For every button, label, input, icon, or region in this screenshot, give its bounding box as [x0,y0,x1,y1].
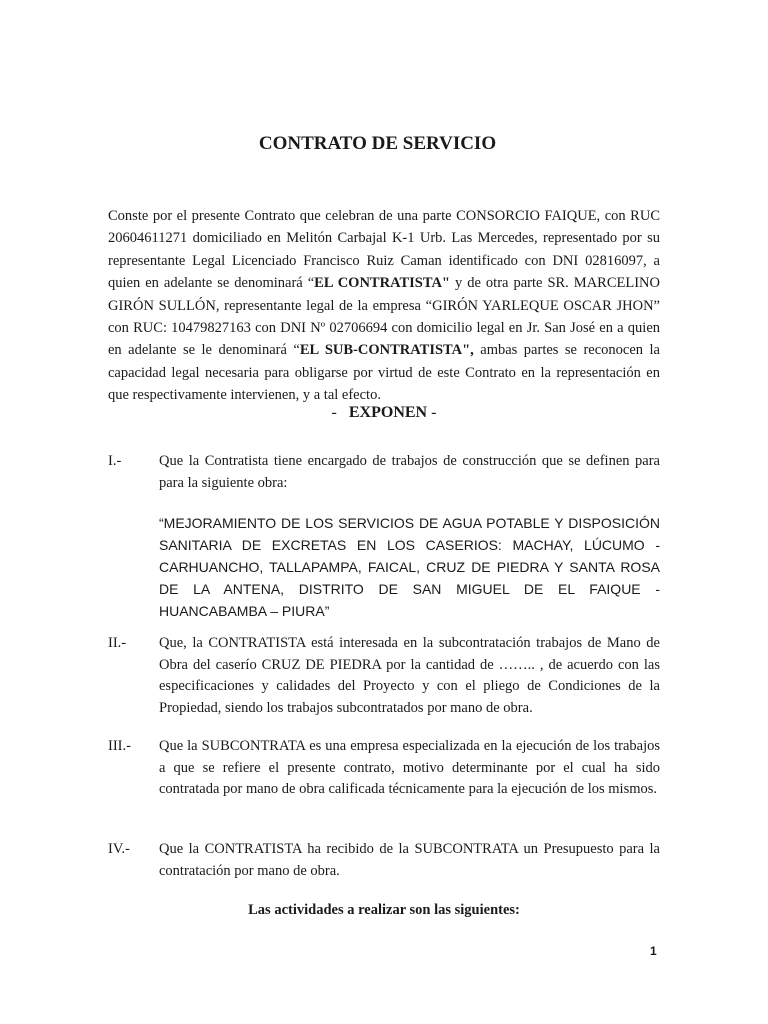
intro-paragraph [108,205,660,407]
clause-number: I.- [108,453,122,469]
intro-text: y de otra parte SR. MARCELINO GIRÓN SULLÓN, representante legal de la empresa “GIRÓN YARLEQUE OSCAR JHON” con RUC: 10479827163 con DNI Nº 02706694 con domicilio legal en Jr. San José en a quien en adelante se le denominará “ [108,275,660,359]
heading-label: EXPONEN [348,404,428,421]
clause-item [108,736,660,801]
clause-text: Que la CONTRATISTA ha recibido de la SUBCONTRATA un Presupuesto para la contratación por mano de obra. [159,841,660,879]
clause-item [108,839,660,882]
clause-text: Que la SUBCONTRATA es una empresa especializada en la ejecución de los trabajos a que se refiere el presente contrato, motivo determinante por el cual ha sido contratada por mano de obra calificada técnicamente para la ejecución de los mismos. [159,738,660,797]
page-number: 1 [650,944,657,958]
clause-number: II.- [108,635,127,651]
subcontractor-term: EL SUB-CONTRATISTA", [299,342,474,359]
activities-heading: Las actividades a realizar son las siguientes: [248,902,520,918]
clause-item [108,451,660,494]
clause-text: Que, la CONTRATISTA está interesada en la subcontratación trabajos de Mano de Obra del caserío CRUZ DE PIEDRA por la cantidad de …….. , de acuerdo con las especificaciones y calidades del Proyecto y con el pliego de Condiciones de la Propiedad, siendo los trabajos subcontratados por mano de obra. [159,635,660,716]
project-name: “MEJORAMIENTO DE LOS SERVICIOS DE AGUA POTABLE Y DISPOSICIÓN SANITARIA DE EXCRETAS EN LOS CASERIOS: MACHAY, LÚCUMO - CARHUANCHO, TALLAPAMPA, FAICAL, CRUZ DE PIEDRA Y SANTA ROSA DE LA ANTENA, DISTRITO DE SAN MIGUEL DE EL FAIQUE - HUANCABAMBA – PIURA” [159,515,660,619]
intro-text: Conste por el presente Contrato que celebran de una parte CONSORCIO FAIQUE, con RUC 20604611271 domiciliado en Melitón Carbajal K-1 Urb. Las Mercedes, representado por su representante Legal Licenciado Francisco Ruiz Caman identificado con DNI 02816097, a quien en adelante se denominará “ [108,208,660,292]
section-heading [0,404,768,422]
clause-text: Que la Contratista tiene encargado de trabajos de construcción que se definen para para la siguiente obra: [159,453,660,491]
clause-item [108,633,660,719]
contractor-term: EL CONTRATISTA" [314,275,450,292]
clause-number: III.- [108,738,131,754]
document-title: CONTRATO DE SERVICIO [258,133,497,154]
intro-text: ambas partes se reconocen la capacidad legal necesaria para obligarse por virtud de este Contrato en la representación en que respectivamente intervienen, y a tal efecto. [108,342,660,404]
clause-number: IV.- [108,841,130,857]
heading-suffix: - [427,404,437,421]
heading-prefix: - [331,404,349,421]
